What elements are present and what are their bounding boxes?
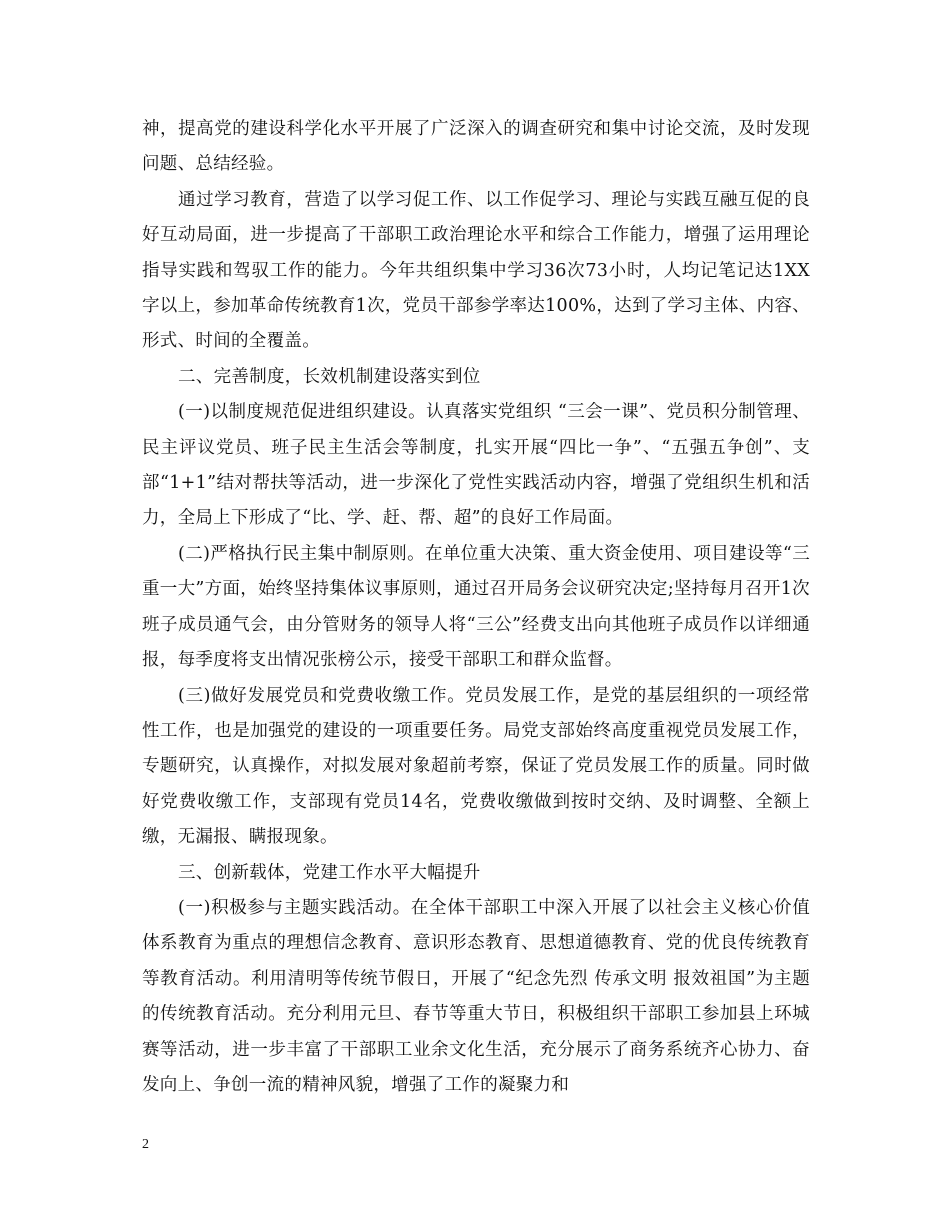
page-number: 2 [142,1137,149,1152]
paragraph-continuation: 神，提高党的建设科学化水平开展了广泛深入的调查研究和集中讨论交流，及时发现问题、总结经验。 [142,119,810,175]
paragraph-study-education: 通过学习教育，营造了以学习促工作、以工作促学习、理论与实践互融互促的良好互动局面，进一步提高了干部职工政治理论水平和综合工作能力，增强了运用理论指导实践和驾驭工作的能力。今年共组织集中学习36次73小时，人均记笔记达1XX字以上，参加革命传统教育1次，党员干部参学率达100%，达到了学习主体、内容、形式、时间的全覆盖。 [142,189,810,352]
section-heading-three: 三、创新载体，党建工作水平大幅提升 [178,862,481,883]
paragraph-organization-building: (一)以制度规范促进组织建设。认真落实党组织 “三会一课”、党员积分制管理、民主评议党员、班子民主生活会等制度，扎实开展“四比一争”、“五强五争创”、支部“1+1”结对帮扶等活动，进一步深化了党性实践活动内容，增强了党组织生机和活力，全局上下形成了“比、学、赶、帮、超”的良好工作局面。 [142,402,810,529]
paragraph-democratic-centralism: (二)严格执行民主集中制原则。在单位重大决策、重大资金使用、项目建设等“三重一大”方面，始终坚持集体议事原则，通过召开局务会议研究决定;坚持每月召开1次班子成员通气会，由分管财务的领导人将“三公”经费支出向其他班子成员作以详细通报，每季度将支出情况张榜公示，接受干部职工和群众监督。 [142,543,810,671]
section-heading-two: 二、完善制度，长效机制建设落实到位 [178,366,481,387]
paragraph-theme-activities: (一)积极参与主题实践活动。在全体干部职工中深入开展了以社会主义核心价值体系教育为重点的理想信念教育、意识形态教育、思想道德教育、党的优良传统教育等教育活动。利用清明等传统节假日，开展了“纪念先烈 传承文明 报效祖国”为主题的传统教育活动。充分利用元旦、春节等重大节日，积极组织干部职工参加县上环城赛等活动，进一步丰富了干部职工业余文化生活，充分展示了商务系统齐心协力、奋发向上、争创一流的精神风貌，增强了工作的凝聚力和 [142,897,810,1095]
document-body [142,112,810,1103]
paragraph-party-membership: (三)做好发展党员和党费收缴工作。党员发展工作，是党的基层组织的一项经常性工作，也是加强党的建设的一项重要任务。局党支部始终高度重视党员发展工作，专题研究，认真操作，对拟发展对象超前考察，保证了党员发展工作的质量。同时做好党费收缴工作，支部现有党员14名，党费收缴做到按时交纳、及时调整、全额上缴，无漏报、瞒报现象。 [142,685,810,848]
